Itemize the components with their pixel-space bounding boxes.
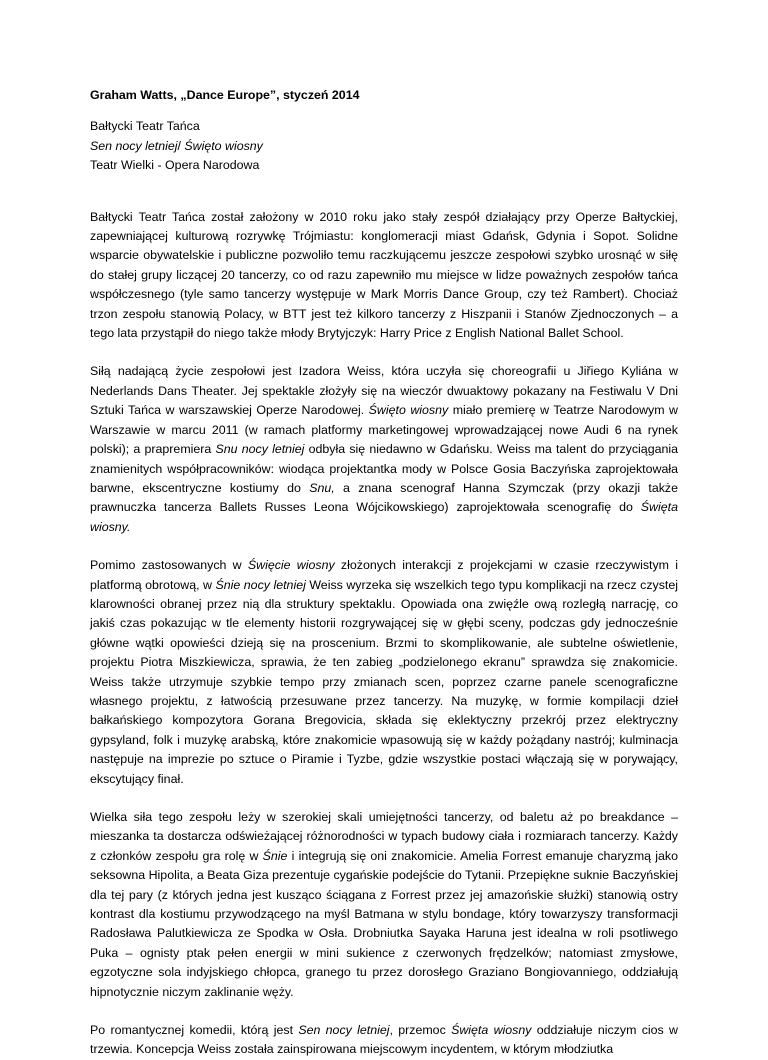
paragraph-2-text: odbyła się niedawno w Gdańsku. Weiss ma talent do przyciągania znamienitych współpracowników: wiodąca projektantka mody w Polsce Gosia Baczyńska zaprojektowała barwne, ekscentryczne kostiumy do — [90, 442, 679, 495]
paragraph-3-text: Weiss wyrzeka się wszelkich tego typu komplikacji na rzecz czystej klarowności obranej przez nią dla struktury spektaklu. Opowiada ona zwięźle ową rozległą narrację, co jakiś czas pokazując w tle elementy historii rozgrywającej się w głębi sceny, podczas gdy jednocześnie główne wątki opowieści dzieją się na proscenium. Brzmi to skomplikowanie, ale subtelne oświetlenie, projektu Piotra Miszkiewicza, sprawia, że ten zabieg „podzielonego ekranu” sprawdza się znakomicie. Weiss także utrzymuje szybkie tempo przy zmianach scen, poprzez czarne panele scenograficzne własnego projektu, z łatwością przesuwane przez tancerzy. Na muzykę, w formie kompilacji dzieł bałkańskiego kompozytora Gorana Bregovicia, składa się eklektyczny przekrój przez elektryczny gypsyland, folk i muzykę arabską, które znakomicie wpasowują się w każdy pożądany nastrój; kulminacja następuje na imprezie po sztuce o Piramie i Tyzbe, gdzie wszystkie postaci włączają się w porywający, ekscytujący finał. — [90, 577, 678, 786]
paragraph-4-text: i integrują się oni znakomicie. Amelia Forrest emanuje charyzmą jako seksowna Hipolita, a Beata Giza prezentuje cygańskie podejście do Tytanii. Przepiękne suknie Baczyńskiej dla tej pary (z których jedna jest kusząco ściągana z Forrest przez jej amazońskie służki) stanowią ostry kontrast dla kostiumu przywodzącego na myśl Batmana w stylu bondage, który towarzyszy transformacji Radosława Palutkiewicza ze Spodka w Osła. Drobniutka Sayaka Haruna jest idealna w roli psotliwego Puka – ognisty ptak pełen energii w mini sukience z czerwonych frędzelków; natomiast zmysłowe, egzotyczne sola indyjskiego chłopca, granego tu przez dorosłego Graziano Bongiovanniego, oddziałują hipnotycznie niczym zaklinanie węży. — [90, 848, 678, 999]
production-title-separator: / — [177, 138, 185, 153]
paragraph-5 — [90, 1021, 678, 1060]
paragraph-3-text: złożonych interakcji z projekcjami w czasie rzeczywistym i platformą obrotową, w — [90, 558, 678, 592]
company-name: Bałtycki Teatr Tańca — [90, 119, 200, 134]
article-source-title: Graham Watts, „Dance Europe”, styczeń 2014 — [90, 88, 360, 102]
paragraph-3-italic: Śnie nocy letniej — [215, 577, 306, 592]
paragraph-2 — [90, 362, 678, 537]
paragraph-2-italic: Święto wiosny — [368, 403, 449, 418]
paragraph-3-text: Pomimo zastosowanych w — [90, 558, 248, 573]
document-page — [90, 86, 678, 1060]
paragraph-4 — [90, 808, 678, 1002]
venue-name: Teatr Wielki - Opera Narodowa — [90, 158, 260, 173]
paragraph-2-text: a znana scenograf Hanna Szymczak (przy okazji także prawnuczka tancerza Ballets Russes Leona Wójcikowskiego) zaprojektowała scenografię do — [90, 480, 679, 515]
paragraph-3 — [90, 556, 678, 789]
paragraph-5-italic: Sen nocy letniej — [298, 1023, 390, 1038]
paragraph-2-italic: Snu, — [309, 480, 335, 495]
paragraph-5-text: , przemoc — [389, 1023, 452, 1038]
paragraph-3-italic: Święcie wiosny — [247, 558, 335, 573]
paragraph-5-italic: Święta wiosny — [451, 1023, 532, 1038]
production-title-part1: Sen nocy letniej — [90, 138, 178, 153]
spacer — [90, 105, 678, 117]
production-title-part2: Święto wiosny — [184, 138, 263, 153]
paragraph-5-text: oddziałuje niczym cios w trzewia. Koncepcja Weiss została zainspirowana miejscowym incydentem, w którym młodziutka — [90, 1023, 678, 1057]
paragraph-5-text: Po romantycznej komedii, którą jest — [90, 1023, 299, 1038]
paragraph-4-text: Wielka siła tego zespołu leży w szerokiej skali umiejętności tancerzy, od baletu aż po breakdance – mieszanka ta dostarcza odświeżającej różnorodności w typach budowy ciała i rozmiarach tancerzy. Każdy z członków zespołu gra rolę w — [90, 810, 678, 863]
paragraph-1: Bałtycki Teatr Tańca został założony w 2010 roku jako stały zespół działający przy Operze Bałtyckiej, zapewniającej kulturową rozrywkę Trójmiastu: konglomeracji miast Gdańsk, Gdynia i Sopot. Solidne wsparcie obywatelskie i publiczne pozwoliło temu raczkującemu jeszcze zespołowi szybko urosnąć w siłę do stałej grupy liczącej 20 tancerzy, co od razu zapewniło mu miejsce w lidze poważnych zespołów tańca współczesnego (tyle samo tancerzy występuje w Mark Morris Dance Group, czy też Rambert). Chociaż trzon zespołu stanowią Polacy, w BTT jest też kilkoro tancerzy z Hiszpanii i Stanów Zjednoczonych – a tego lata przystąpił do niego także młody Brytyjczyk: Harry Price z English National Ballet School. — [90, 209, 678, 341]
paragraph-2-text: Siłą nadającą życie zespołowi jest Izadora Weiss, która uczyła się choreografii u Jiřiego Kyliána w Nederlands Dans Theater. Jej spektakle złożyły się na wieczór dwuaktowy pokazany na Festiwalu V Dni Sztuki Tańca w warszawskiej Operze Narodowej. — [90, 364, 678, 418]
paragraph-2-italic: Snu nocy letniej — [215, 442, 305, 457]
production-title — [90, 137, 678, 156]
paragraph-2-italic: Święta wiosny. — [90, 500, 678, 534]
paragraph-4-italic: Śnie — [262, 848, 288, 863]
paragraph-2-text: miało premierę w Teatrze Narodowym w Warszawie w marcu 2011 (w ramach platformy marketingowej wprowadzającej nowe Audi 6 na rynek polski); a prapremiera — [90, 403, 678, 457]
spacer — [90, 176, 678, 208]
